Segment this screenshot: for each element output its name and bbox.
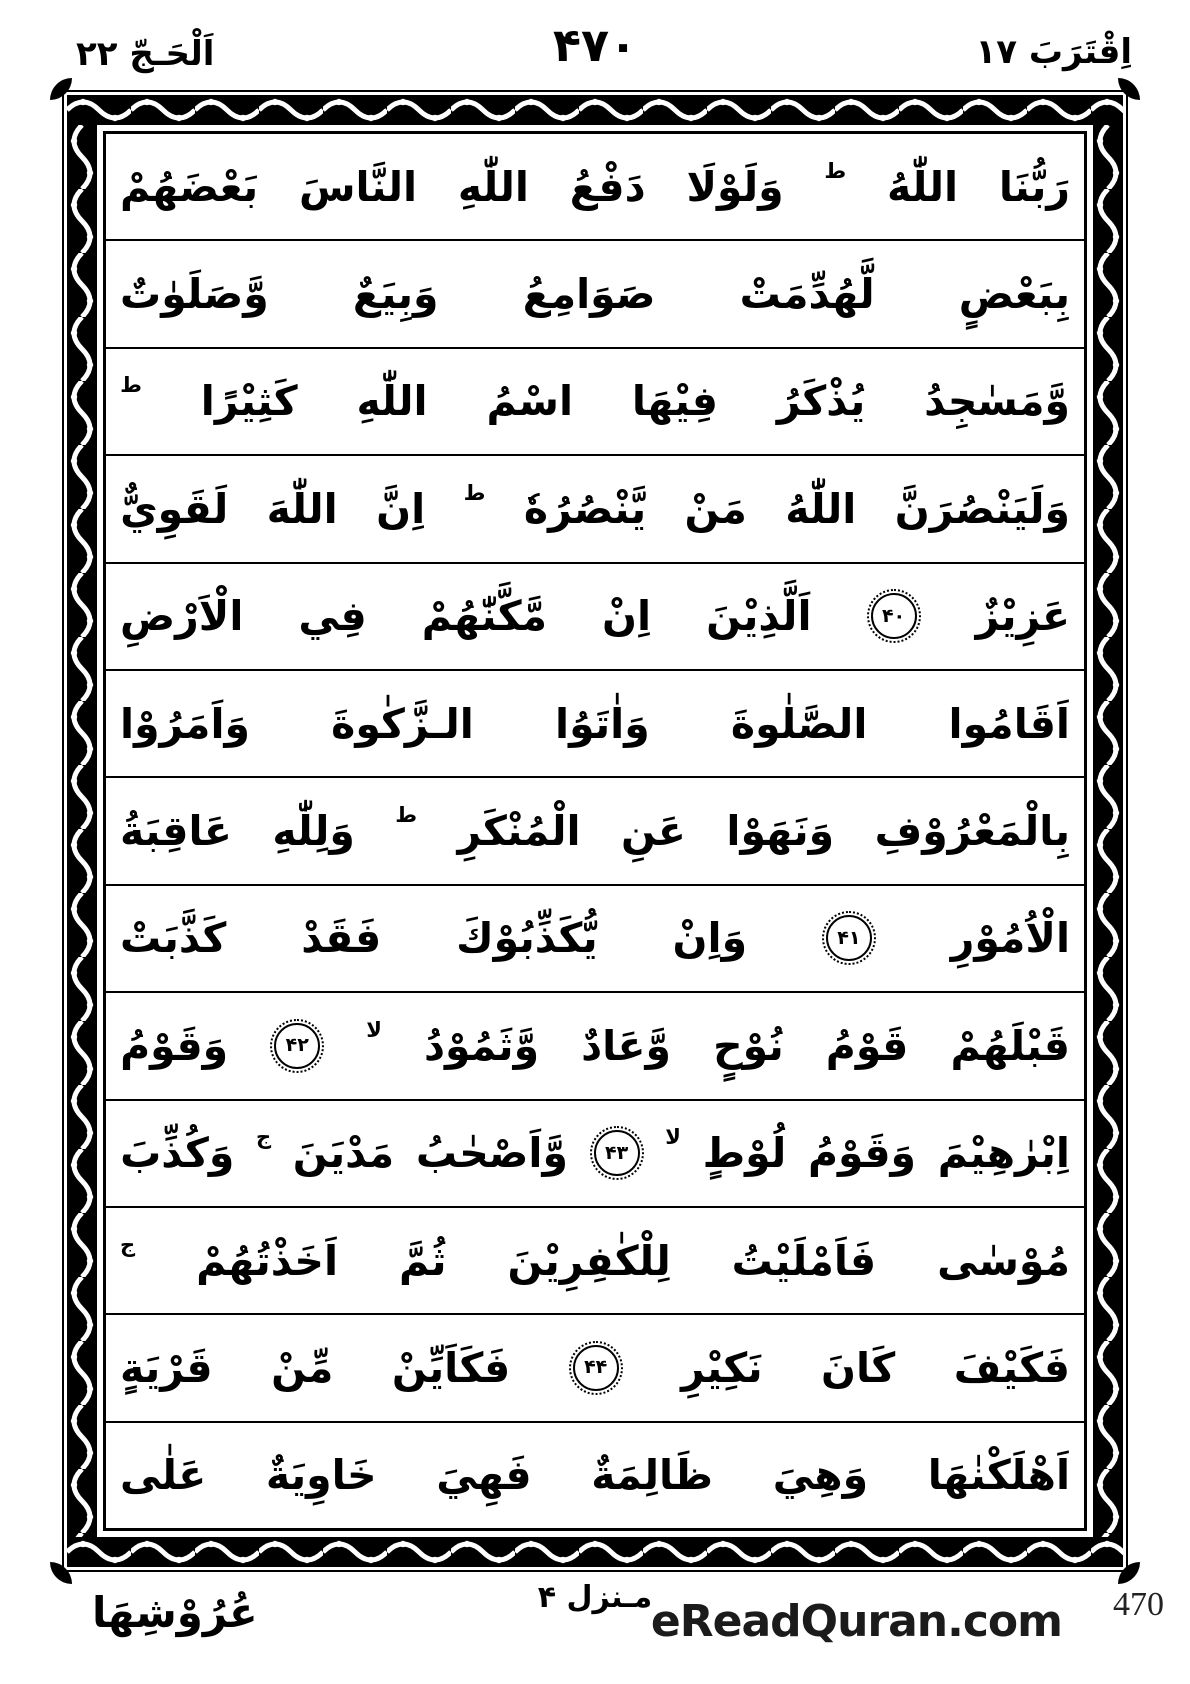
quran-word: النَّاسَ [298, 162, 418, 211]
quran-word: فِيْهَا [631, 377, 718, 426]
quran-word: وَّاَصْحٰبُ [415, 1129, 568, 1178]
quran-word: نَكِيْرِ [681, 1343, 763, 1392]
quran-word: مَّكَّنّٰهُمْ [421, 592, 547, 641]
quran-word: اَقَامُوا [948, 699, 1070, 748]
quran-word: يُّكَذِّبُوْكَ [456, 914, 598, 963]
watermark-text: eReadQuran.com [650, 1596, 1062, 1647]
quran-word: اللّٰهُ [785, 484, 857, 533]
verse-end-marker [274, 1023, 320, 1069]
quran-word: وَلَوْلَا [686, 162, 784, 211]
quran-line [106, 562, 1084, 669]
quran-word: وَهِيَ [772, 1451, 869, 1500]
quran-word: فَكَيْفَ [953, 1343, 1070, 1392]
quran-word: عَلٰى [120, 1451, 207, 1500]
verse-end-marker [871, 593, 917, 639]
quran-word: عَاقِبَةُ [120, 807, 232, 856]
juz-name-label: اِقْتَرَبَ ١٧ [975, 32, 1132, 72]
quran-line [106, 1206, 1084, 1313]
quran-word: يُذْكَرُ [776, 377, 866, 426]
quran-word: وَكُذِّبَ [120, 1129, 235, 1178]
quran-word: كَذَّبَتْ [120, 914, 227, 963]
quran-word: مَدْيَنَ [292, 1129, 395, 1178]
manzil-label: مـنزل ۴ [537, 1580, 653, 1615]
quran-word: وَاٰتَوُا [555, 699, 650, 748]
quran-word: قَوْمُ [825, 1021, 909, 1070]
ornamental-frame [62, 90, 1128, 1572]
verse-end-marker [826, 915, 872, 961]
quran-word: وَاِنْ [672, 914, 748, 963]
pause-mark: لا [665, 1125, 681, 1150]
frame-inner [67, 95, 1123, 1567]
quran-line [106, 884, 1084, 991]
quran-word: وَاَمَرُوْا [120, 699, 250, 748]
quran-line [106, 1099, 1084, 1206]
quran-word: اللّٰهُ [887, 162, 959, 211]
quran-line [106, 991, 1084, 1098]
quran-word: دَفْعُ [569, 162, 646, 211]
quran-word: الْاُمُوْرِ [950, 914, 1070, 963]
quran-line [106, 776, 1084, 883]
pause-mark: ط [395, 803, 418, 828]
quran-word: وَلِلّٰهِ [272, 807, 355, 856]
quran-word: اِنَّ [376, 484, 426, 533]
border-ornament-left [67, 125, 97, 1537]
quran-word: وَبِيَعٌ [352, 270, 439, 319]
quran-word: فَكَاَيِّنْ [391, 1343, 511, 1392]
quran-word: بِبَعْضٍ [958, 270, 1070, 319]
quran-word: وَلَيَنْصُرَنَّ [894, 484, 1070, 533]
quran-word: عَزِيْزٌ [975, 592, 1070, 641]
page-number-label: 470 [1113, 1586, 1164, 1623]
pause-mark: ج [120, 1232, 136, 1257]
quran-word: اَخَذْتُهُمْ [196, 1236, 339, 1285]
verse-number: ۴۰ [881, 604, 906, 627]
quran-word: اللّٰهِ [356, 377, 428, 426]
quran-word: لِلْكٰفِرِيْنَ [507, 1236, 671, 1285]
pause-mark: ج [255, 1125, 272, 1150]
verse-end-marker [573, 1345, 619, 1391]
quran-word: قَرْيَةٍ [120, 1343, 213, 1392]
quran-word: اَلَّذِيْنَ [706, 592, 812, 641]
pause-mark: ط [463, 480, 486, 505]
quran-word: الصَّلٰوةَ [730, 699, 868, 748]
quran-word: الـزَّكٰوةَ [331, 699, 474, 748]
quran-word: مِّنْ [271, 1343, 334, 1392]
quran-word: كَانَ [821, 1343, 896, 1392]
quran-word: الْمُنْكَرِ [457, 807, 581, 856]
quran-line [106, 239, 1084, 346]
quran-lines [103, 131, 1087, 1531]
quran-line [106, 1421, 1084, 1528]
quran-word: فَقَدْ [301, 914, 382, 963]
verse-number: ۴۱ [837, 926, 861, 949]
pause-mark: ط [824, 158, 847, 183]
quran-word: اسْمُ [486, 377, 574, 426]
quran-line [106, 347, 1084, 454]
quran-word: اَهْلَكْنٰهَا [927, 1451, 1070, 1500]
quran-word: اللّٰهِ [457, 162, 529, 211]
quran-word: وَنَهَوْا [726, 807, 835, 856]
running-head [0, 18, 1190, 88]
quran-word: وَّعَادٌ [581, 1021, 672, 1070]
quran-word: وَّثَمُوْدُ [423, 1021, 540, 1070]
quran-word: لَّهُدِّمَتْ [739, 270, 875, 319]
quran-word: لَقَوِيٌّ [120, 484, 229, 533]
quran-word: ظَالِمَةٌ [591, 1451, 714, 1500]
verse-number: ۴۳ [605, 1141, 629, 1164]
verse-number: ۴۴ [584, 1356, 608, 1379]
quran-word: فَهِيَ [436, 1451, 532, 1500]
quran-word: صَوَامِعُ [522, 270, 656, 319]
quran-line [106, 454, 1084, 561]
quran-word: اِبْرٰهِيْمَ [937, 1129, 1070, 1178]
quran-word: الْاَرْضِ [120, 592, 244, 641]
quran-word: لُوْطٍ [702, 1129, 787, 1178]
quran-word: مَنْ [684, 484, 747, 533]
catchword-label: عُرُوْشِهَا [92, 1588, 258, 1637]
border-ornament-bottom [67, 1537, 1123, 1567]
surah-name-label: اَلْحَـجّ ٢٢ [76, 34, 215, 74]
page-number-arabic: ۴۷۰ [552, 18, 638, 72]
quran-word: وَقَوْمُ [120, 1021, 229, 1070]
quran-word: ثُمَّ [398, 1236, 447, 1285]
quran-word: اِنْ [601, 592, 652, 641]
pause-mark: لا [366, 1017, 382, 1042]
border-ornament-right [1093, 125, 1123, 1537]
quran-word: نُوْحٍ [713, 1021, 784, 1070]
quran-word: خَاوِيَةٌ [265, 1451, 377, 1500]
quran-word: عَنِ [621, 807, 686, 856]
quran-word: وَقَوْمُ [807, 1129, 917, 1178]
quran-word: وَّصَلَوٰتٌ [120, 270, 269, 319]
quran-word: اللّٰهَ [266, 484, 338, 533]
quran-word: رَبُّنَا [998, 162, 1070, 211]
verse-end-marker [594, 1130, 640, 1176]
pause-mark: ط [120, 373, 142, 398]
quran-word: بِالْمَعْرُوْفِ [874, 807, 1070, 856]
quran-word: قَبْلَهُمْ [950, 1021, 1070, 1070]
quran-word: بَعْضَهُمْ [120, 162, 259, 211]
quran-word: مُوْسٰى [937, 1236, 1070, 1285]
quran-word: فَاَمْلَيْتُ [731, 1236, 877, 1285]
quran-word: فِي [298, 592, 367, 641]
quran-word: يَّنْصُرُهٗ [523, 484, 647, 533]
border-ornament-top [67, 95, 1123, 125]
quran-line [106, 1313, 1084, 1420]
quran-word: كَثِيْرًا [200, 377, 298, 426]
quran-line [106, 134, 1084, 239]
verse-number: ۴۲ [285, 1034, 309, 1057]
quran-line [106, 669, 1084, 776]
quran-word: وَّمَسٰجِدُ [924, 377, 1070, 426]
